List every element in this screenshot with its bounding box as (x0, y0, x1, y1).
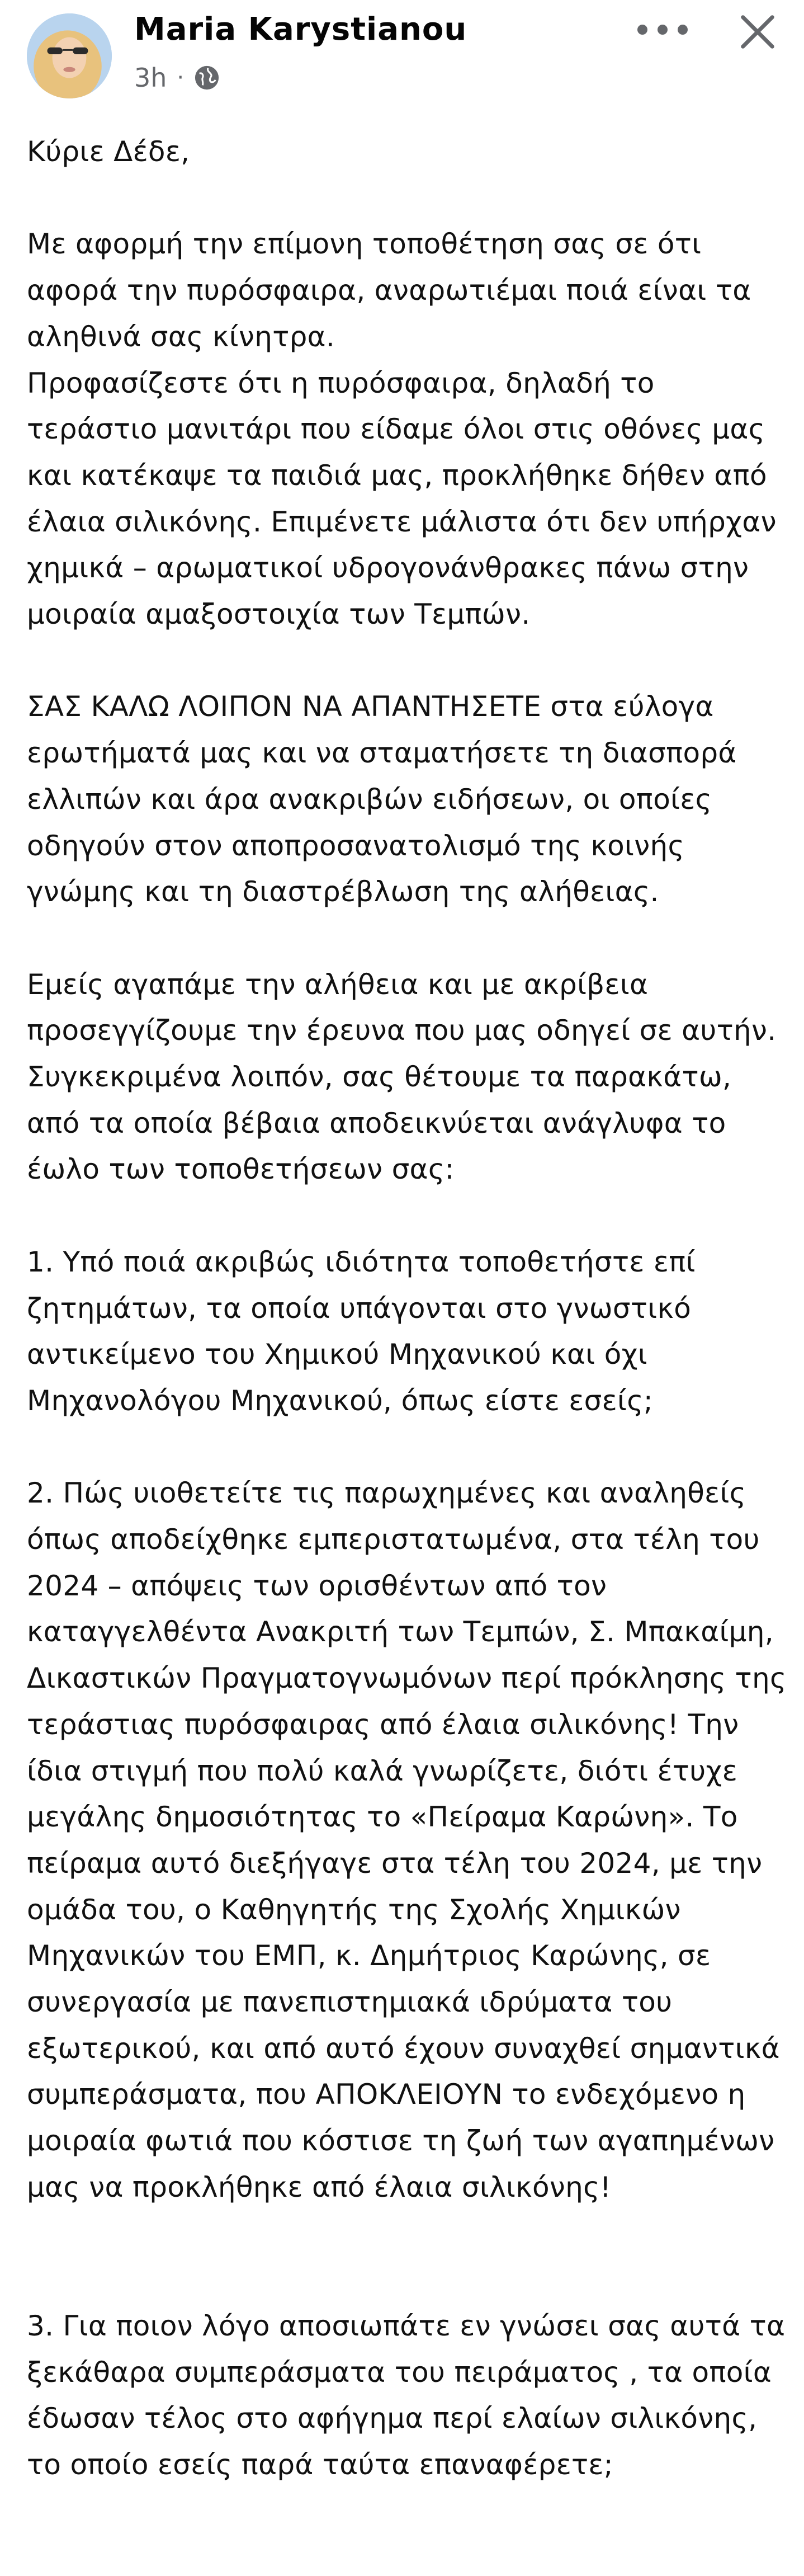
question-1: 1. Υπό ποιά ακριβώς ιδιότητα τοποθετήστε επί ζητημάτων, τα οποία υπάγονται στο γνωστικό αντικείμενο του Χημικού Μηχανικού και όχι Μηχανολόγου Μηχανικού, όπως είστε εσείς; (27, 1245, 705, 1417)
question-2: 2. Πώς υιοθετείτε τις παρωχημένες και αναληθείς όπως αποδείχθηκε εμπεριστατωμένα, στα τέλη του 2024 – απόψεις των ορισθέντων από τον καταγγελθέντα Ανακριτή των Τεμπών, Σ. Μπακαίμη, Δικαστικών Πραγματογνωμόνων περί πρόκλησης της τεράστιας πυρόσφαιρας από έλαια σιλικόνης! Την ίδια στιγμή που πολύ καλά γνωρίζετε, διότι έτυχε μεγάλης δημοσιότητας το «Πείραμα Καρώνη». Το πείραμα αυτό διεξήγαγε στα τέλη του 2024, με την ομάδα του, ο Καθηγητής της Σχολής Χημικών Μηχανικών του ΕΜΠ, κ. Δημήτριος Καρώνης, σε συνεργασία με πανεπιστημιακά ιδρύματα του εξωτερικού, και από αυτό έχουν συναχθεί σημαντικά συμπεράσματα, που ΑΠΟΚΛΕΙΟΥΝ το ενδεχόμενο η μοιραία φωτιά που κόστισε τη ζωή των αγαπημένων μας να προκλήθηκε από έλαια σιλικόνης! (27, 1477, 796, 2203)
post-body (27, 129, 796, 2488)
post-header (0, 0, 804, 117)
more-horizontal-icon[interactable] (637, 16, 688, 44)
post-meta (134, 63, 220, 93)
globe-icon[interactable] (194, 65, 220, 91)
avatar[interactable] (27, 13, 112, 98)
paragraph-intro: Με αφορμή την επίμονη τοποθέτηση σας σε ότι αφορά την πυρόσφαιρα, αναρωτιέμαι ποιά είναι τα αληθινά σας κίνητρα. Προφασίζεστε ότι η πυρόσφαιρα, δηλαδή το τεράστιο μανιτάρι που είδαμε όλοι στις οθόνες μας και κατέκαψε τα παιδιά μας, προκλήθηκε δήθεν από έλαια σιλικόνης. Επιμένετε μάλιστα ότι δεν υπήρχαν χημικά – αρωματικοί υδρογονάνθρακες πάνω στην μοιραία αμαξοστοιχία των Τεμπών. (27, 228, 777, 631)
avatar-photo (27, 13, 112, 98)
author-name[interactable]: Maria Karystianou (134, 11, 467, 48)
meta-separator: · (177, 65, 185, 91)
greeting: Κύριε Δέδε, (27, 135, 190, 168)
paragraph-truth: Εμείς αγαπάμε την αλήθεια και με ακρίβεια προσεγγίζουμε την έρευνα που μας οδηγεί σε αυτήν. Συγκεκριμένα λοιπόν, σας θέτουμε τα παρακάτω, από τα οποία βέβαια αποδεικνύεται ανάγλυφα το έωλο των τοποθετήσεων σας: (27, 968, 786, 1186)
paragraph-call: ΣΑΣ ΚΑΛΩ ΛΟΙΠΟΝ ΝΑ ΑΠΑΝΤΗΣΕΤΕ στα εύλογα ερωτήματά μας και να σταματήσετε τη διασπορά ελλιπών και άρα ανακριβών ειδήσεων, οι οποίες οδηγούν στον αποπροσανατολισμό της κοινής γνώμης και τη διαστρέβλωση της αλήθειας. (27, 690, 746, 908)
post-time[interactable]: 3h (134, 63, 167, 93)
close-icon[interactable] (738, 12, 777, 51)
question-3: 3. Για ποιον λόγο αποσιωπάτε εν γνώσει σας αυτά τα ξεκάθαρα συμπεράσματα του πειράματος , τα οποία έδωσαν τέλος στο αφήγημα περί ελαίων σιλικόνης, το οποίο εσείς παρά ταύτα επαναφέρετε; (27, 2309, 794, 2481)
